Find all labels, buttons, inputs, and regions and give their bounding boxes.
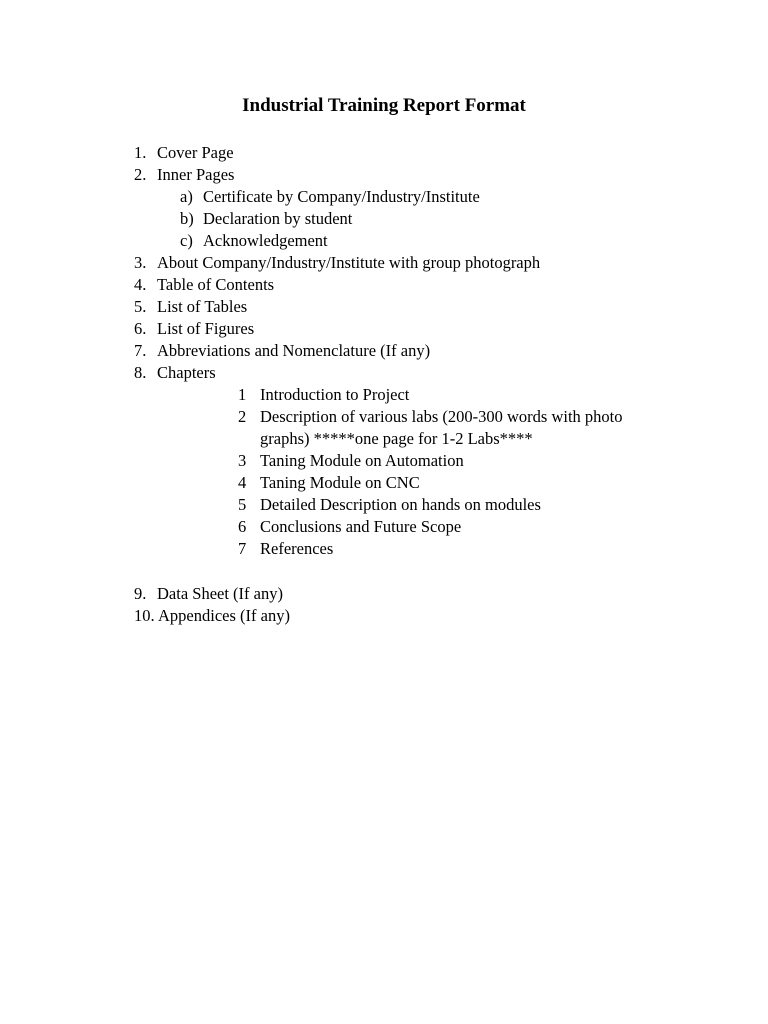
chapter-number: 6 bbox=[238, 517, 247, 536]
list-item-text: Chapters bbox=[157, 363, 216, 382]
page-title: Industrial Training Report Format bbox=[242, 95, 526, 116]
chapter-text: Detailed Description on hands on modules bbox=[260, 495, 541, 514]
list-item-number: 4. bbox=[134, 275, 147, 294]
chapter-number: 4 bbox=[238, 473, 247, 492]
list-item-text: Appendices (If any) bbox=[158, 606, 290, 625]
list-item-text: Abbreviations and Nomenclature (If any) bbox=[157, 341, 431, 360]
list-item-text: List of Tables bbox=[157, 297, 248, 316]
list-item-text: About Company/Industry/Institute with group photograph bbox=[157, 253, 541, 272]
list-item-text: List of Figures bbox=[157, 319, 255, 338]
chapter-text: Description of various labs (200-300 words with photo bbox=[260, 407, 623, 426]
chapter-text: References bbox=[260, 539, 334, 558]
chapter-text: Introduction to Project bbox=[260, 385, 410, 404]
chapter-text-continuation: graphs) *****one page for 1-2 Labs**** bbox=[260, 429, 533, 448]
sub-list-item-text: Certificate by Company/Industry/Institute bbox=[203, 187, 480, 206]
list-item-number: 1. bbox=[134, 143, 147, 162]
chapter-text: Taning Module on Automation bbox=[260, 451, 464, 470]
sub-list-item-letter: a) bbox=[180, 187, 193, 206]
list-item-text: Data Sheet (If any) bbox=[157, 584, 283, 603]
list-item-number: 5. bbox=[134, 297, 147, 316]
chapter-number: 5 bbox=[238, 495, 247, 514]
list-item-number: 2. bbox=[134, 165, 147, 184]
list-item-text: Inner Pages bbox=[157, 165, 235, 184]
chapter-number: 7 bbox=[238, 539, 247, 558]
list-item-number: 6. bbox=[134, 319, 147, 338]
sub-list-item-text: Acknowledgement bbox=[203, 231, 328, 250]
sub-list-item-text: Declaration by student bbox=[203, 209, 353, 228]
list-item-number: 10. bbox=[134, 606, 155, 625]
chapter-text: Conclusions and Future Scope bbox=[260, 517, 462, 536]
sub-list-item-letter: c) bbox=[180, 231, 193, 250]
chapter-number: 3 bbox=[238, 451, 247, 470]
chapter-number: 1 bbox=[238, 385, 247, 404]
list-item-text: Table of Contents bbox=[157, 275, 275, 294]
list-item-number: 8. bbox=[134, 363, 147, 382]
sub-list-item-letter: b) bbox=[180, 209, 194, 228]
chapter-text: Taning Module on CNC bbox=[260, 473, 420, 492]
list-item-number: 3. bbox=[134, 253, 147, 272]
chapter-number: 2 bbox=[238, 407, 247, 426]
list-item-number: 7. bbox=[134, 341, 147, 360]
list-item-number: 9. bbox=[134, 584, 147, 603]
list-item-text: Cover Page bbox=[157, 143, 234, 162]
